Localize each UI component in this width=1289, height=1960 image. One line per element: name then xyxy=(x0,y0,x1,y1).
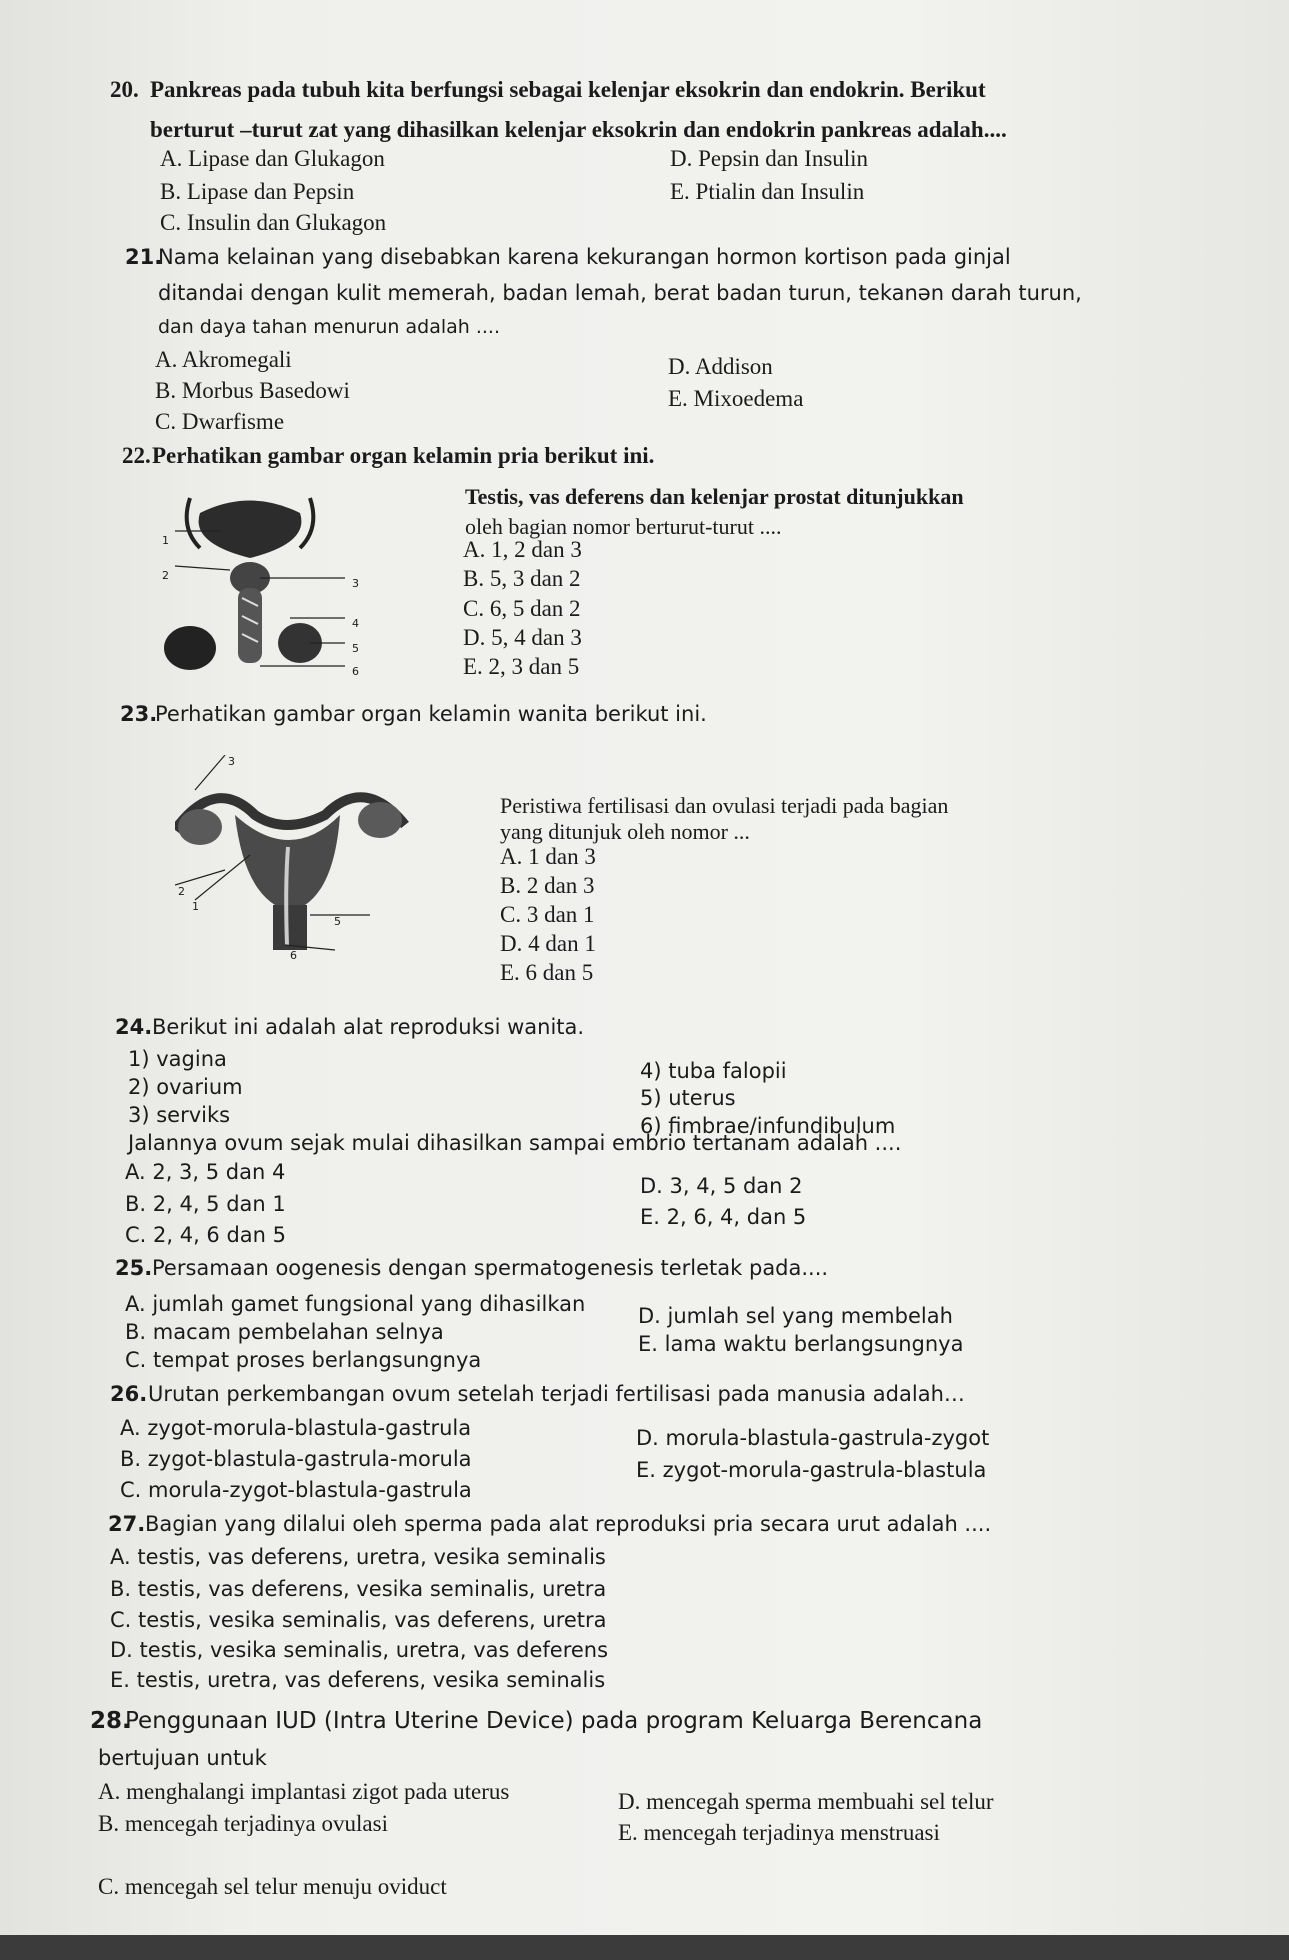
q23-option-d: D. 4 dan 1 xyxy=(500,931,596,956)
female-fig-label-2: 2 xyxy=(178,885,185,898)
q20-option-d: D. Pepsin dan Insulin xyxy=(670,146,869,171)
q24-option-e: E. 2, 6, 4, dan 5 xyxy=(640,1205,807,1229)
q23-option-c: C. 3 dan 1 xyxy=(500,902,595,927)
q21-text-line2: ditandai dengan kulit memerah, badan lemah, berat badan turun, tekanən darah turun, xyxy=(158,281,1082,305)
q27-option-c: C. testis, vesika seminalis, vas deferens, uretra xyxy=(110,1608,607,1632)
male-fig-label-4: 4 xyxy=(352,617,359,630)
q25-option-b: B. macam pembelahan selnya xyxy=(125,1320,444,1344)
q22-text-line1: Perhatikan gambar organ kelamin pria berikut ini. xyxy=(152,443,655,468)
q24-item-2: 2) ovarium xyxy=(128,1075,243,1099)
left-ovary xyxy=(178,809,222,845)
q26-option-e: E. zygot-morula-gastrula-blastula xyxy=(636,1458,987,1482)
q23-option-b: B. 2 dan 3 xyxy=(500,873,595,898)
q28-number: 28. xyxy=(90,1708,131,1734)
q24-item-4: 4) tuba falopii xyxy=(640,1059,787,1083)
q22-option-e: E. 2, 3 dan 5 xyxy=(463,654,580,679)
male-fig-label-6: 6 xyxy=(352,665,359,678)
q27-number: 27. xyxy=(108,1512,146,1536)
q24-option-c: C. 2, 4, 6 dan 5 xyxy=(125,1223,287,1247)
q24-text-line2: Jalannya ovum sejak mulai dihasilkan sampai embrio tertanam adalah .... xyxy=(128,1131,902,1155)
q28-option-a: A. menghalangi implantasi zigot pada uterus xyxy=(98,1779,510,1804)
q21-text-line1: Nama kelainan yang disebabkan karena kekurangan hormon kortison pada ginjal xyxy=(158,245,1011,269)
q24-item-6: 6) fimbrae/infundibulum xyxy=(640,1114,896,1138)
q24-number: 24. xyxy=(115,1015,153,1039)
q21-option-c: C. Dwarfisme xyxy=(155,409,285,434)
q26-option-a: A. zygot-morula-blastula-gastrula xyxy=(120,1416,472,1440)
q22-text-line3: oleh bagian nomor berturut-turut .... xyxy=(465,514,782,539)
q28-text-line2: bertujuan untuk xyxy=(98,1746,267,1770)
q24-option-d: D. 3, 4, 5 dan 2 xyxy=(640,1174,803,1198)
q22-number: 22. xyxy=(122,443,151,468)
q20-option-b: B. Lipase dan Pepsin xyxy=(160,179,355,204)
q28-text-line1: Penggunaan IUD (Intra Uterine Device) pada program Keluarga Berencana xyxy=(125,1708,983,1734)
q26-option-d: D. morula-blastula-gastrula-zygot xyxy=(636,1426,990,1450)
female-fig-label-1: 1 xyxy=(192,900,199,913)
male-fig-label-5: 5 xyxy=(352,642,359,655)
q24-option-b: B. 2, 4, 5 dan 1 xyxy=(125,1192,286,1216)
male-fig-label-3: 3 xyxy=(352,577,359,590)
bottom-shadow-band xyxy=(0,1935,1289,1960)
q20-text-line1: Pankreas pada tubuh kita berfungsi sebagai kelenjar eksokrin dan endokrin. Berikut xyxy=(150,77,986,102)
q22-option-a: A. 1, 2 dan 3 xyxy=(463,537,582,562)
q21-option-a: A. Akromegali xyxy=(155,347,292,372)
q25-option-d: D. jumlah sel yang membelah xyxy=(638,1304,953,1328)
q26-option-c: C. morula-zygot-blastula-gastrula xyxy=(120,1478,472,1502)
q21-number: 21. xyxy=(125,245,163,269)
q26-number: 26. xyxy=(110,1382,148,1406)
q23-option-a: A. 1 dan 3 xyxy=(500,844,596,869)
q21-option-d: D. Addison xyxy=(668,354,773,379)
q21-option-e: E. Mixoedema xyxy=(668,386,804,411)
q25-number: 25. xyxy=(115,1256,153,1280)
q25-option-c: C. tempat proses berlangsungnya xyxy=(125,1348,482,1372)
left-testis xyxy=(164,626,216,670)
q21-text-line3: dan daya tahan menurun adalah .... xyxy=(158,316,500,338)
q20-text-line2: berturut –turut zat yang dihasilkan kelenjar eksokrin dan endokrin pankreas adalah.... xyxy=(150,117,1007,142)
q24-item-1: 1) vagina xyxy=(128,1047,227,1071)
male-fig-label-1: 1 xyxy=(162,534,169,547)
q22-text-line2: Testis, vas deferens dan kelenjar prostat ditunjukkan xyxy=(465,484,964,509)
q27-option-b: B. testis, vas deferens, vesika seminalis, uretra xyxy=(110,1577,607,1601)
q26-text-line1: Urutan perkembangan ovum setelah terjadi fertilisasi pada manusia adalah… xyxy=(148,1382,965,1406)
pointer-1 xyxy=(195,855,250,900)
female-fig-label-5: 5 xyxy=(334,915,341,928)
q23-option-e: E. 6 dan 5 xyxy=(500,960,594,985)
q24-item-5: 5) uterus xyxy=(640,1086,736,1110)
right-ovary xyxy=(358,802,402,838)
q20-option-a: A. Lipase dan Glukagon xyxy=(160,146,385,171)
q22-option-b: B. 5, 3 dan 2 xyxy=(463,566,581,591)
q20-number: 20. xyxy=(110,77,139,102)
q27-text-line1: Bagian yang dilalui oleh sperma pada alat reproduksi pria secara urut adalah .... xyxy=(145,1512,992,1536)
q28-option-c: C. mencegah sel telur menuju oviduct xyxy=(98,1874,447,1899)
q23-text-line3: yang ditunjuk oleh nomor ... xyxy=(500,819,750,844)
q25-option-a: A. jumlah gamet fungsional yang dihasilkan xyxy=(125,1292,586,1316)
q20-option-e: E. Ptialin dan Insulin xyxy=(670,179,865,204)
penis-shape xyxy=(238,588,262,663)
q24-item-3: 3) serviks xyxy=(128,1103,231,1127)
q24-text-line1: Berikut ini adalah alat reproduksi wanita. xyxy=(152,1015,585,1039)
female-fig-label-3: 3 xyxy=(228,755,235,768)
q21-option-b: B. Morbus Basedowi xyxy=(155,378,350,403)
pointer-3 xyxy=(195,755,225,790)
q25-text-line1: Persamaan oogenesis dengan spermatogenesis terletak pada.... xyxy=(152,1256,829,1280)
uterine-cavity xyxy=(286,847,288,945)
q26-option-b: B. zygot-blastula-gastrula-morula xyxy=(120,1447,472,1471)
q28-option-b: B. mencegah terjadinya ovulasi xyxy=(98,1811,388,1836)
q23-text-line2: Peristiwa fertilisasi dan ovulasi terjadi pada bagian xyxy=(500,793,949,818)
male-fig-label-2: 2 xyxy=(162,569,169,582)
q23-text-line1: Perhatikan gambar organ kelamin wanita berikut ini. xyxy=(155,702,707,726)
q27-option-a: A. testis, vas deferens, uretra, vesika seminalis xyxy=(110,1545,606,1569)
q24-option-a: A. 2, 3, 5 dan 4 xyxy=(125,1160,286,1184)
pointer-2 xyxy=(175,566,230,570)
female-fig-label-6: 6 xyxy=(290,949,297,962)
q23-number: 23. xyxy=(120,702,158,726)
bladder-shape xyxy=(199,501,302,559)
q20-option-c: C. Insulin dan Glukagon xyxy=(160,210,387,235)
q22-option-c: C. 6, 5 dan 2 xyxy=(463,596,581,621)
q28-option-d: D. mencegah sperma membuahi sel telur xyxy=(618,1789,994,1814)
q22-option-d: D. 5, 4 dan 3 xyxy=(463,625,582,650)
q27-option-d: D. testis, vesika seminalis, uretra, vas deferens xyxy=(110,1638,609,1662)
q28-option-e: E. mencegah terjadinya menstruasi xyxy=(618,1820,940,1845)
q25-option-e: E. lama waktu berlangsungnya xyxy=(638,1332,964,1356)
female-reproductive-figure xyxy=(175,755,435,960)
q27-option-e: E. testis, uretra, vas deferens, vesika seminalis xyxy=(110,1668,606,1692)
